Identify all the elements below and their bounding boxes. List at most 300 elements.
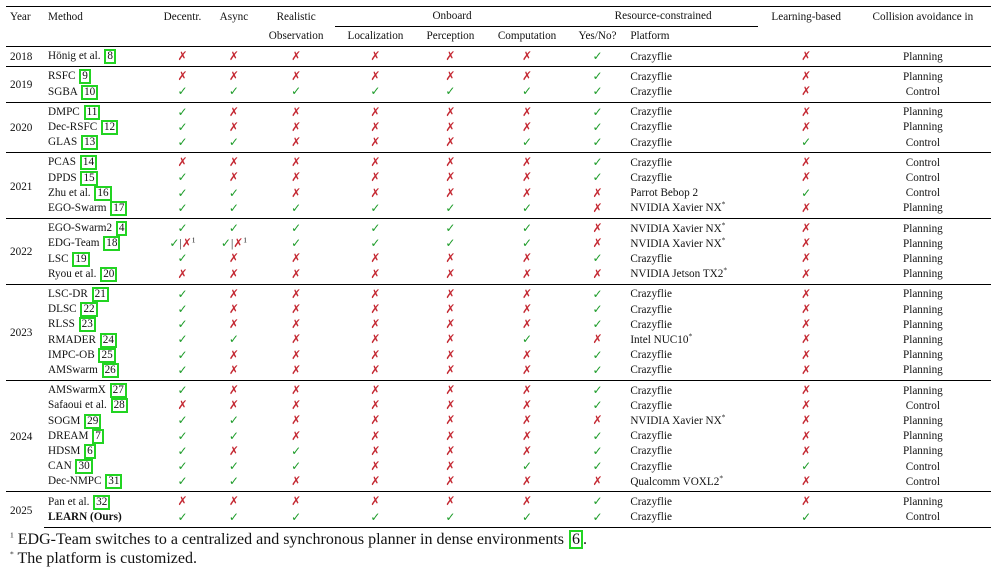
cross-icon: ✗ <box>522 474 533 489</box>
table-row <box>6 381 991 399</box>
check-icon: ✓ <box>801 509 812 524</box>
cross-icon: ✗ <box>370 251 381 266</box>
collision-avoidance-cell: Planning <box>855 102 991 120</box>
check-icon: ✓ <box>801 185 812 200</box>
learning-based-cell <box>758 381 855 399</box>
platform-cell <box>626 332 757 347</box>
platform-cell <box>626 459 757 474</box>
decentralized-cell <box>154 67 211 85</box>
citation-link[interactable]: 11 <box>84 105 101 120</box>
platform-cell <box>626 284 757 302</box>
citation-link[interactable]: 27 <box>110 383 127 398</box>
learning-based-cell <box>758 251 855 266</box>
cross-icon: ✗ <box>445 459 456 474</box>
check-icon: ✓ <box>592 428 603 443</box>
footnote-ref: 1 <box>243 235 248 245</box>
citation-link[interactable]: 22 <box>80 302 97 317</box>
realistic-observation-cell <box>257 413 336 428</box>
learning-based-cell <box>758 170 855 185</box>
citation-link[interactable]: 26 <box>102 363 119 378</box>
platform-name: Parrot Bebop 2 <box>630 187 699 200</box>
citation-link[interactable]: 29 <box>84 414 101 429</box>
citation-link[interactable]: 10 <box>81 85 98 100</box>
cross-icon: ✗ <box>445 286 456 301</box>
cross-icon: ✗ <box>291 286 302 301</box>
collision-avoidance-cell: Planning <box>903 333 943 346</box>
decentralized-cell <box>154 381 211 399</box>
cross-icon: ✗ <box>291 155 302 170</box>
realistic-observation-cell <box>257 284 336 302</box>
check-icon: ✓ <box>228 332 239 347</box>
realistic-observation-cell <box>257 429 336 444</box>
method-cell <box>44 47 154 67</box>
asynchronous-cell <box>211 135 257 153</box>
platform-footnote-mark: * <box>721 219 726 229</box>
platform-name: NVIDIA Jetson TX2 <box>630 268 724 281</box>
resource-constrained-cell <box>569 120 627 135</box>
check-icon: ✓ <box>592 383 603 398</box>
cross-icon: ✗ <box>370 332 381 347</box>
collision-avoidance-cell: Control <box>905 399 940 412</box>
learning-based-cell <box>758 510 855 528</box>
realistic-observation-cell <box>257 332 336 347</box>
check-icon: ✓ <box>291 509 302 524</box>
collision-avoidance-cell: Planning <box>903 202 943 215</box>
platform-name: Crazyflie <box>630 364 672 377</box>
platform-name: Crazyflie <box>630 85 672 98</box>
method-name: Dec-RSFC <box>48 120 98 133</box>
resource-constrained-cell <box>569 317 627 332</box>
platform-name: Crazyflie <box>630 460 672 473</box>
cross-icon: ✗ <box>445 383 456 398</box>
cross-icon: ✗ <box>445 443 456 458</box>
cross-icon: ✗ <box>291 135 302 150</box>
collision-avoidance-cell: Control <box>905 475 940 488</box>
platform-name: Crazyflie <box>630 303 672 316</box>
cross-icon: ✗ <box>291 398 302 413</box>
footnote-1-citation[interactable]: 6 <box>569 530 583 549</box>
learning-based-cell <box>758 429 855 444</box>
onboard-perception-cell <box>415 267 485 285</box>
onboard-localization-cell <box>335 135 415 153</box>
onboard-perception-cell <box>415 67 485 85</box>
onboard-perception-cell <box>415 84 485 102</box>
onboard-localization-cell <box>335 84 415 102</box>
citation-link[interactable]: 14 <box>80 155 97 170</box>
onboard-localization-cell <box>335 302 415 317</box>
check-icon: ✓ <box>228 221 239 236</box>
cross-icon: ✗ <box>522 251 533 266</box>
resource-constrained-cell <box>569 474 627 492</box>
check-icon: ✓ <box>291 459 302 474</box>
onboard-localization-cell <box>335 267 415 285</box>
cross-icon: ✗ <box>801 266 812 281</box>
check-icon: ✓ <box>592 135 603 150</box>
cross-icon: ✗ <box>291 494 302 509</box>
learning-based-cell <box>758 120 855 135</box>
citation-link[interactable]: 4 <box>116 221 128 236</box>
onboard-computation-cell <box>485 201 568 219</box>
year-cell: 2019 <box>6 67 44 102</box>
onboard-localization-cell <box>335 510 415 528</box>
onboard-perception-cell <box>415 317 485 332</box>
learning-based-cell <box>758 474 855 492</box>
header-realistic: Realistic <box>257 7 336 27</box>
cross-icon: ✗ <box>592 266 603 281</box>
check-icon: ✓ <box>592 170 603 185</box>
asynchronous-cell <box>211 510 257 528</box>
method-name: RSFC <box>48 70 76 83</box>
cross-icon: ✗ <box>228 119 239 134</box>
resource-constrained-cell <box>569 186 627 201</box>
check-icon: ✓ <box>177 170 188 185</box>
check-icon: ✓ <box>445 84 456 99</box>
check-icon: ✓ <box>592 509 603 524</box>
header-onboard: Onboard <box>335 7 568 27</box>
realistic-observation-cell <box>257 459 336 474</box>
check-icon: ✓ <box>370 200 381 215</box>
comparison-table <box>6 6 991 528</box>
check-icon: ✓ <box>177 347 188 362</box>
cross-icon: ✗ <box>801 221 812 236</box>
cross-icon: ✗ <box>801 69 812 84</box>
cross-icon: ✗ <box>370 362 381 377</box>
onboard-computation-cell <box>485 170 568 185</box>
onboard-localization-cell <box>335 413 415 428</box>
collision-avoidance-cell: Planning <box>903 268 943 281</box>
citation-link[interactable]: 8 <box>104 49 116 64</box>
resource-constrained-cell <box>569 219 627 237</box>
check-icon: ✓ <box>522 459 533 474</box>
cross-icon: ✗ <box>291 49 302 63</box>
collision-avoidance-cell: Control <box>905 187 940 200</box>
cross-icon: ✗ <box>228 347 239 362</box>
cross-icon: ✗ <box>522 302 533 317</box>
platform-cell <box>626 102 757 120</box>
cross-icon: ✗ <box>370 104 381 119</box>
citation-link[interactable]: 28 <box>111 398 128 413</box>
check-icon: ✓ <box>177 474 188 489</box>
header-observation: Observation <box>268 30 324 43</box>
asynchronous-cell <box>211 444 257 459</box>
cross-icon: ✗ <box>522 286 533 301</box>
cross-icon: ✗ <box>522 119 533 134</box>
realistic-observation-cell <box>257 201 336 219</box>
onboard-computation-cell <box>485 492 568 510</box>
onboard-computation-cell <box>485 348 568 363</box>
cross-icon: ✗ <box>228 170 239 185</box>
cross-icon: ✗ <box>445 185 456 200</box>
citation-link[interactable]: 19 <box>72 252 89 267</box>
check-icon: ✓ <box>592 286 603 301</box>
platform-name: Crazyflie <box>630 384 672 397</box>
onboard-localization-cell <box>335 492 415 510</box>
cross-icon: ✗ <box>370 302 381 317</box>
resource-constrained-cell <box>569 47 627 67</box>
resource-constrained-cell <box>569 267 627 285</box>
citation-link[interactable]: 20 <box>100 267 117 282</box>
method-name: EGO-Swarm2 <box>48 222 113 235</box>
platform-name: Crazyflie <box>630 349 672 362</box>
method-name: IMPC-OB <box>48 348 95 361</box>
table-row <box>6 47 991 67</box>
separator: | <box>179 238 182 251</box>
learning-based-cell <box>758 135 855 153</box>
onboard-perception-cell <box>415 413 485 428</box>
cross-icon: ✗ <box>445 49 456 63</box>
collision-avoidance-cell: Planning <box>855 381 991 399</box>
method-cell <box>44 102 154 120</box>
citation-link[interactable]: 15 <box>80 171 97 186</box>
onboard-localization-cell <box>335 332 415 347</box>
onboard-perception-cell <box>415 348 485 363</box>
method-name: PCAS <box>48 156 77 169</box>
onboard-localization-cell <box>335 170 415 185</box>
onboard-perception-cell <box>415 332 485 347</box>
table-row <box>6 67 991 85</box>
platform-name: Intel NUC10 <box>630 333 689 346</box>
cross-icon: ✗ <box>370 155 381 170</box>
method-cell <box>44 219 154 237</box>
platform-name: Crazyflie <box>630 495 672 508</box>
resource-constrained-cell <box>569 381 627 399</box>
onboard-localization-cell <box>335 429 415 444</box>
cross-icon: ✗ <box>291 251 302 266</box>
collision-avoidance-cell: Planning <box>903 318 943 331</box>
platform-cell <box>626 302 757 317</box>
onboard-perception-cell <box>415 47 485 67</box>
check-icon: ✓ <box>228 84 239 99</box>
header-decentr: Decentr. <box>154 7 211 47</box>
method-name: SGBA <box>48 85 78 98</box>
header-computation: Computation <box>497 30 557 43</box>
realistic-observation-cell <box>257 47 336 67</box>
onboard-perception-cell <box>415 474 485 492</box>
method-name: SOGM <box>48 414 81 427</box>
collision-avoidance-cell: Control <box>855 510 991 528</box>
check-icon: ✓ <box>445 200 456 215</box>
realistic-observation-cell <box>257 186 336 201</box>
method-name: CAN <box>48 460 72 473</box>
method-name: RMADER <box>48 333 96 346</box>
learning-based-cell <box>758 102 855 120</box>
resource-constrained-cell <box>569 170 627 185</box>
cross-icon: ✗ <box>445 494 456 509</box>
cross-icon: ✗ <box>370 49 381 63</box>
citation-link[interactable]: 12 <box>101 120 118 135</box>
cross-icon: ✗ <box>228 49 239 63</box>
table-row <box>6 429 991 444</box>
collision-avoidance-cell: Planning <box>855 67 991 85</box>
platform-cell <box>626 413 757 428</box>
onboard-localization-cell <box>335 284 415 302</box>
footnote-1-mark: 1 <box>10 530 14 540</box>
cross-icon: ✗ <box>522 398 533 413</box>
check-icon: ✓ <box>592 155 603 170</box>
realistic-observation-cell <box>257 444 336 459</box>
citation-link[interactable]: 18 <box>103 236 120 251</box>
method-cell <box>44 170 154 185</box>
collision-avoidance-cell: Control <box>905 460 940 473</box>
method-cell <box>44 251 154 266</box>
citation-link[interactable]: 23 <box>79 317 96 332</box>
method-cell <box>44 363 154 381</box>
cross-icon: ✗ <box>445 155 456 170</box>
check-icon: ✓ <box>228 413 239 428</box>
cross-icon: ✗ <box>228 104 239 119</box>
separator: | <box>230 238 234 251</box>
year-cell: 2025 <box>6 492 44 527</box>
decentralized-cell <box>154 302 211 317</box>
onboard-perception-cell <box>415 201 485 219</box>
decentralized-cell <box>154 332 211 347</box>
platform-cell <box>626 363 757 381</box>
resource-constrained-cell <box>569 492 627 510</box>
header-perception: Perception <box>426 30 475 43</box>
learning-based-cell <box>758 219 855 237</box>
platform-footnote-mark: * <box>721 235 726 244</box>
platform-cell <box>626 67 757 85</box>
resource-constrained-cell <box>569 251 627 266</box>
check-icon: ✓ <box>177 286 188 301</box>
platform-cell <box>626 236 757 251</box>
learning-based-cell <box>758 398 855 413</box>
table-row <box>6 170 991 185</box>
realistic-observation-cell <box>257 302 336 317</box>
realistic-observation-cell <box>257 317 336 332</box>
platform-name: Qualcomm VOXL2 <box>630 475 720 488</box>
method-cell <box>44 302 154 317</box>
decentralized-cell <box>154 444 211 459</box>
platform-name: Crazyflie <box>630 156 672 169</box>
collision-avoidance-cell: Planning <box>855 47 991 67</box>
citation-link[interactable]: 32 <box>93 495 110 510</box>
check-icon: ✓ <box>177 185 188 200</box>
citation-link[interactable]: 24 <box>100 333 117 348</box>
decentralized-cell <box>154 429 211 444</box>
platform-name: Crazyflie <box>630 136 672 149</box>
check-icon: ✓ <box>592 302 603 317</box>
cross-icon: ✗ <box>445 104 456 119</box>
platform-footnote-mark: * <box>721 199 726 209</box>
method-name: Pan et al. <box>48 495 90 508</box>
realistic-observation-cell <box>257 398 336 413</box>
citation-link[interactable]: 30 <box>75 459 92 474</box>
onboard-perception-cell <box>415 398 485 413</box>
onboard-computation-cell <box>485 474 568 492</box>
cross-icon: ✗ <box>291 170 302 185</box>
onboard-perception-cell <box>415 459 485 474</box>
citation-link[interactable]: 13 <box>81 135 98 150</box>
cross-icon: ✗ <box>445 266 456 281</box>
learning-based-cell <box>758 363 855 381</box>
citation-link[interactable]: 25 <box>98 348 115 363</box>
method-cell <box>44 398 154 413</box>
onboard-localization-cell <box>335 398 415 413</box>
onboard-localization-cell <box>335 444 415 459</box>
method-name: GLAS <box>48 136 78 149</box>
cross-icon: ✗ <box>592 236 603 251</box>
onboard-computation-cell <box>485 413 568 428</box>
realistic-observation-cell <box>257 236 336 251</box>
cross-icon: ✗ <box>445 251 456 266</box>
citation-link[interactable]: 16 <box>94 186 111 201</box>
table-row <box>6 120 991 135</box>
citation-link[interactable]: 6 <box>84 444 96 459</box>
check-icon: ✓ <box>592 398 603 413</box>
citation-link[interactable]: 17 <box>110 201 127 216</box>
cross-icon: ✗ <box>291 266 302 281</box>
onboard-perception-cell <box>415 236 485 251</box>
resource-constrained-cell <box>569 398 627 413</box>
header-learning: Learning-based <box>758 7 855 47</box>
collision-avoidance-cell: Planning <box>855 219 991 237</box>
cross-icon: ✗ <box>445 428 456 443</box>
cross-icon: ✗ <box>801 84 812 99</box>
onboard-perception-cell <box>415 429 485 444</box>
header-platform: Platform <box>630 30 670 43</box>
cross-icon: ✗ <box>291 185 302 200</box>
platform-cell <box>626 135 757 153</box>
cross-icon: ✗ <box>445 413 456 428</box>
method-name: LSC-DR <box>48 287 88 300</box>
learning-based-cell <box>758 47 855 67</box>
collision-avoidance-cell: Control <box>905 85 940 98</box>
citation-link[interactable]: 21 <box>92 287 109 302</box>
learning-based-cell <box>758 201 855 219</box>
year-cell: 2018 <box>6 47 44 67</box>
cross-icon: ✗ <box>228 302 239 317</box>
check-icon: ✓ <box>177 428 188 443</box>
cross-icon: ✗ <box>445 317 456 332</box>
method-name: Dec-NMPC <box>48 475 102 488</box>
cross-icon: ✗ <box>291 413 302 428</box>
method-cell <box>44 332 154 347</box>
cross-icon: ✗ <box>445 332 456 347</box>
header-collision: Collision avoidance in <box>855 7 991 47</box>
realistic-observation-cell <box>257 267 336 285</box>
resource-constrained-cell <box>569 413 627 428</box>
cross-icon: ✗ <box>370 69 381 84</box>
cross-icon: ✗ <box>801 398 812 413</box>
table-row <box>6 444 991 459</box>
cross-icon: ✗ <box>228 398 239 413</box>
check-icon: ✓ <box>177 104 188 119</box>
collision-avoidance-cell: Planning <box>903 430 943 443</box>
platform-cell <box>626 510 757 528</box>
resource-constrained-cell <box>569 363 627 381</box>
onboard-localization-cell <box>335 251 415 266</box>
collision-avoidance-cell: Planning <box>903 445 943 458</box>
cross-icon: ✗ <box>370 347 381 362</box>
asynchronous-cell <box>211 47 257 67</box>
platform-name: NVIDIA Xavier NX <box>630 222 722 235</box>
cross-icon: ✗ <box>522 443 533 458</box>
check-icon: ✓ <box>177 302 188 317</box>
citation-link[interactable]: 9 <box>79 69 91 84</box>
resource-constrained-cell <box>569 348 627 363</box>
platform-footnote-mark: * <box>688 331 693 341</box>
citation-link[interactable]: 31 <box>105 474 122 489</box>
cross-icon: ✗ <box>445 474 456 489</box>
asynchronous-cell <box>211 398 257 413</box>
footnotes <box>10 530 587 568</box>
learning-based-cell <box>758 302 855 317</box>
cross-icon: ✗ <box>522 494 533 509</box>
check-icon: ✓ <box>522 332 533 347</box>
realistic-observation-cell <box>257 67 336 85</box>
citation-link[interactable]: 7 <box>92 429 104 444</box>
